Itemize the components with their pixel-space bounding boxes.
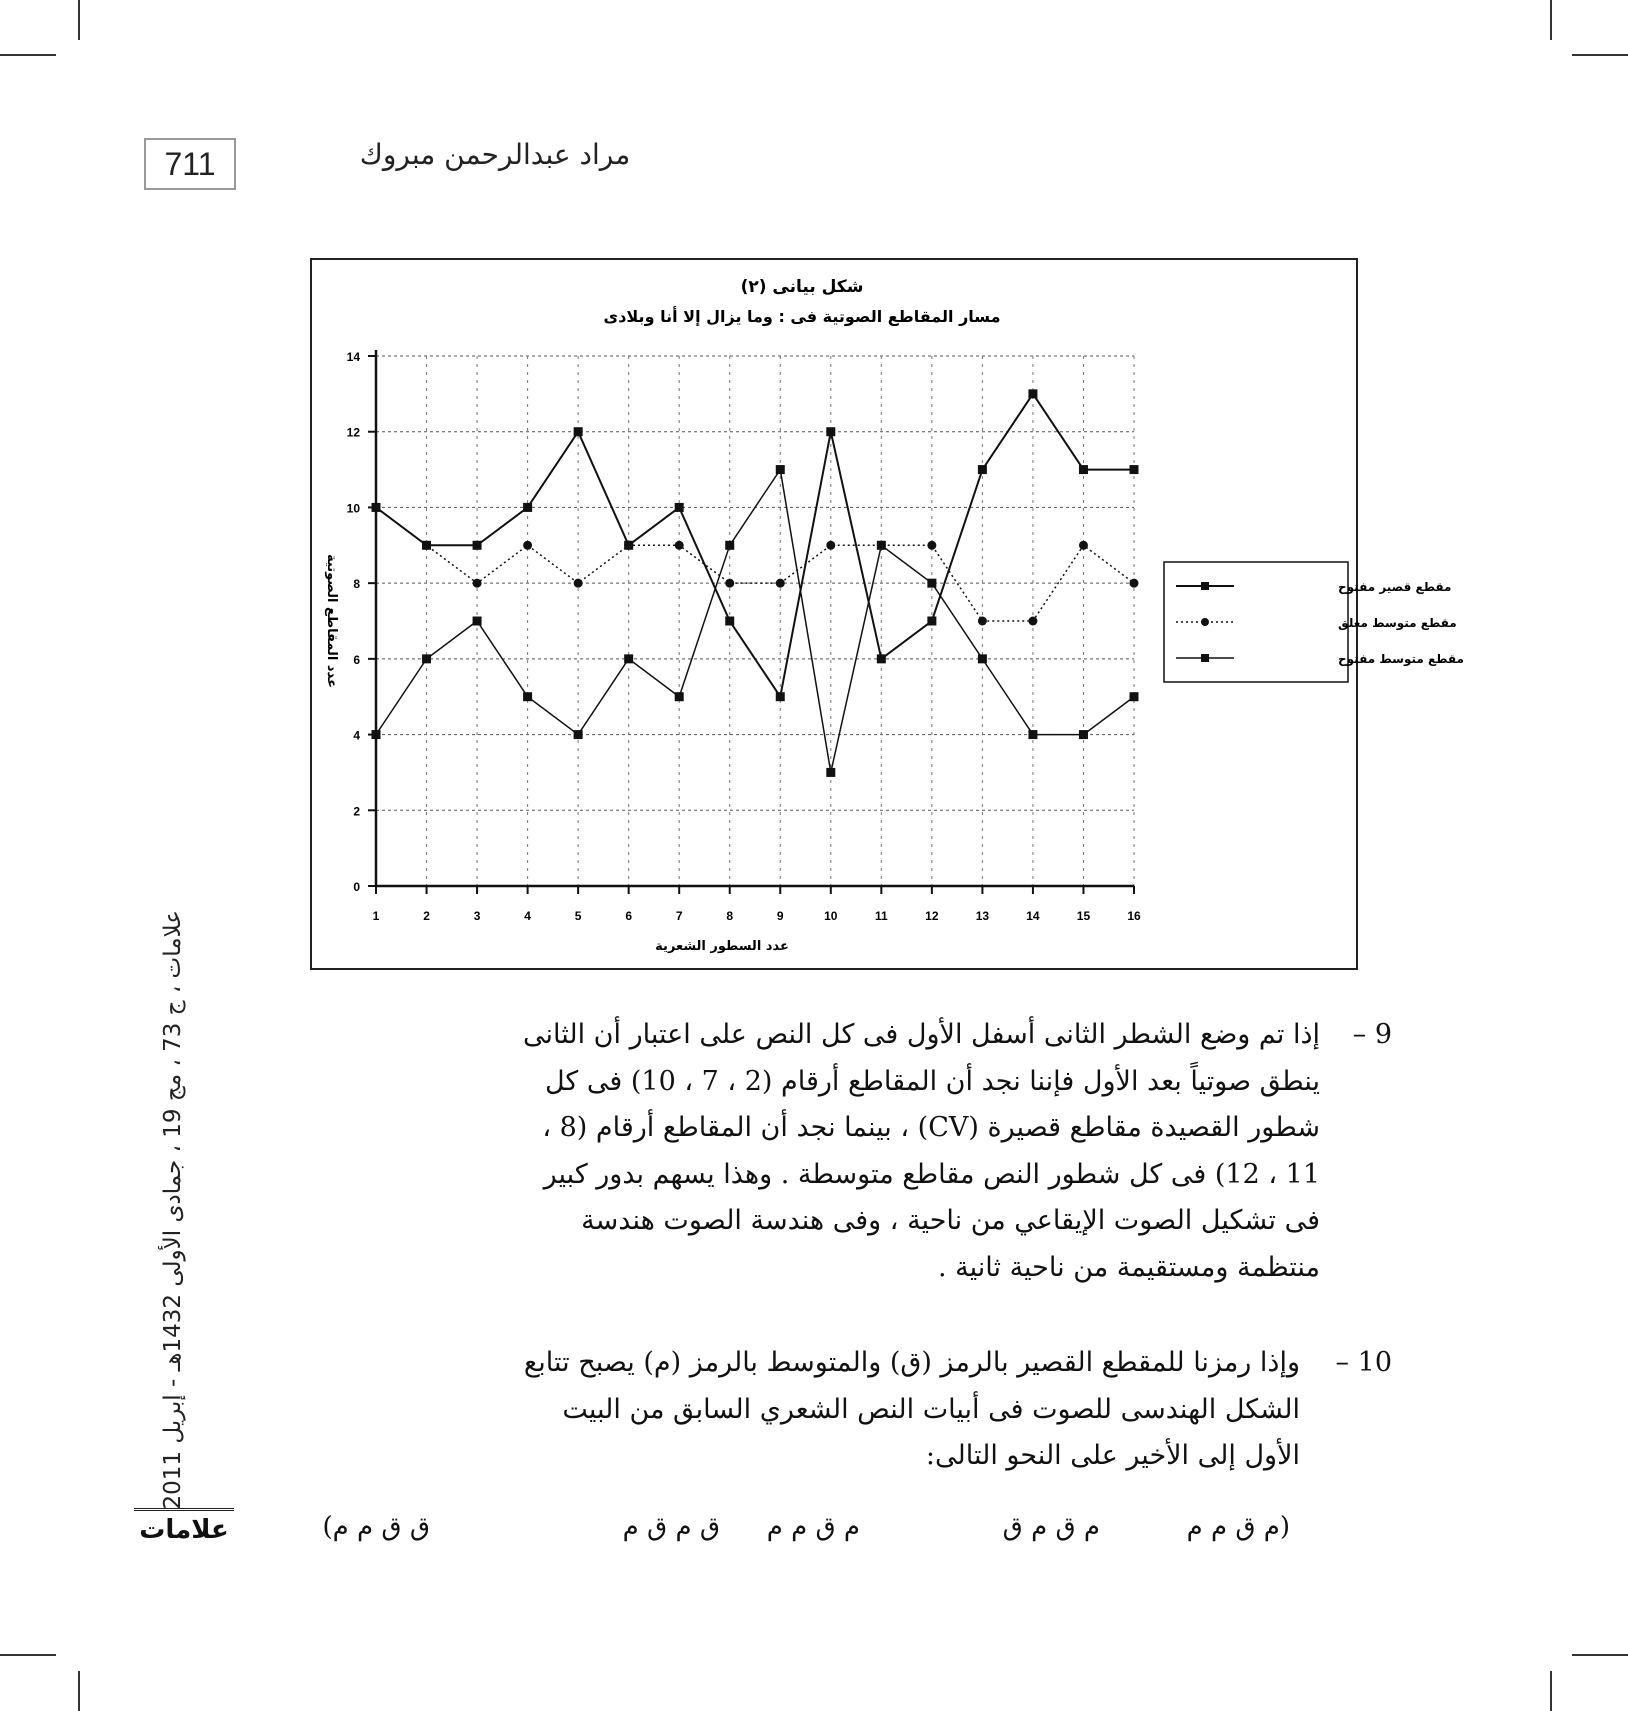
data-point <box>473 579 482 588</box>
x-tick-label: 12 <box>925 909 939 923</box>
y-axis-label: عدد المقاطع الصوتية <box>324 554 339 688</box>
text-line: فى تشكيل الصوت الإيقاعي من ناحية ، وفى هندسة الصوت هندسة <box>581 1205 1320 1236</box>
text-line: منتظمة ومستقيمة من ناحية ثانية . <box>937 1251 1320 1283</box>
y-tick-label: 6 <box>353 652 360 667</box>
data-point <box>877 541 886 550</box>
crop-mark <box>78 1671 80 1711</box>
text-line: الشكل الهندسى للصوت فى أبيات النص الشعري السابق من البيت <box>562 1393 1300 1425</box>
crop-mark <box>1550 1671 1552 1711</box>
y-tick-label: 14 <box>346 350 360 364</box>
data-point <box>1079 465 1088 474</box>
data-point <box>927 541 936 550</box>
y-tick-label: 4 <box>353 728 360 743</box>
sequence-group: ق م ق م <box>622 1512 720 1542</box>
x-tick-label: 4 <box>524 909 531 923</box>
data-point <box>675 541 684 550</box>
crop-mark <box>1550 0 1552 40</box>
data-point <box>372 503 381 512</box>
series-line-3 <box>376 470 1134 773</box>
x-tick-label: 11 <box>874 909 888 923</box>
data-point <box>776 579 785 588</box>
x-tick-label: 1 <box>372 909 380 923</box>
x-tick-label: 3 <box>473 909 481 923</box>
data-point <box>725 541 734 550</box>
data-point <box>927 579 936 588</box>
paragraph-item-10 <box>280 1340 1392 1480</box>
crop-mark <box>1572 54 1628 56</box>
x-axis-label: عدد السطور الشعرية <box>655 939 789 954</box>
data-point <box>422 654 431 663</box>
data-point <box>978 465 987 474</box>
data-point <box>1079 541 1088 550</box>
crop-mark <box>78 0 80 40</box>
chart-subtitle: مسار المقاطع الصوتية فى : وما يزال إلا أنا وبلادى <box>603 307 1001 326</box>
legend-label: مقطع قصير مفتوح <box>1338 580 1452 594</box>
data-point <box>624 541 633 550</box>
y-tick-label: 0 <box>353 880 360 894</box>
line-chart <box>312 260 1464 968</box>
data-point <box>422 541 431 550</box>
data-point <box>1028 617 1037 626</box>
legend-marker <box>1201 618 1209 626</box>
data-point <box>1079 730 1088 739</box>
data-point <box>978 617 987 626</box>
data-point <box>978 654 987 663</box>
crop-mark <box>0 54 56 56</box>
data-point <box>473 617 482 626</box>
legend-marker <box>1201 582 1209 590</box>
item-number: 10 – <box>1335 1347 1392 1378</box>
text-line: شطور القصيدة مقاطع قصيرة (CV) ، بينما نجد أن المقاطع أرقام (8 ، <box>542 1112 1320 1143</box>
data-point <box>826 768 835 777</box>
x-tick-label: 13 <box>975 909 990 923</box>
data-point <box>826 427 835 436</box>
journal-logo: علامات <box>134 1508 234 1545</box>
legend-label: مقطع متوسط مغلق <box>1338 616 1457 630</box>
x-tick-label: 15 <box>1076 909 1091 923</box>
data-point <box>927 617 936 626</box>
x-tick-label: 16 <box>1127 909 1141 923</box>
crop-mark <box>0 1654 56 1656</box>
data-point <box>877 654 886 663</box>
data-point <box>1130 692 1139 701</box>
y-tick-label: 10 <box>346 501 360 516</box>
x-tick-label: 6 <box>625 909 633 923</box>
x-tick-label: 9 <box>776 909 784 923</box>
data-point <box>826 541 835 550</box>
paragraph-item-9 <box>280 1012 1392 1291</box>
page-number: 711 <box>144 138 236 190</box>
text-line: 11 ، 12) فى كل شطور النص مقاطع متوسطة . وهذا يسهم بدور كبير <box>543 1158 1320 1190</box>
data-point <box>523 503 532 512</box>
data-point <box>1130 465 1139 474</box>
author-name: مراد عبدالرحمن مبروك <box>359 138 631 171</box>
item-number: 9 – <box>1352 1019 1392 1050</box>
data-point <box>372 730 381 739</box>
data-point <box>1028 730 1037 739</box>
syllable-sequence <box>310 1512 1290 1552</box>
data-point <box>473 541 482 550</box>
text-line: الأول إلى الأخير على النحو التالى: <box>925 1440 1300 1471</box>
series-line-1 <box>376 394 1134 697</box>
data-point <box>725 617 734 626</box>
chart-title: شكل بيانى (٢) <box>740 277 864 297</box>
data-point <box>574 579 583 588</box>
legend-marker <box>1201 654 1209 662</box>
x-tick-label: 10 <box>824 909 838 923</box>
sequence-group: (م ق م م <box>1186 1512 1290 1542</box>
y-tick-label: 12 <box>346 425 360 440</box>
data-point <box>1130 579 1139 588</box>
sequence-group: م ق م ق <box>1002 1512 1100 1542</box>
x-tick-label: 2 <box>423 909 430 923</box>
data-point <box>725 579 734 588</box>
data-point <box>574 730 583 739</box>
data-point <box>675 503 684 512</box>
text-line: وإذا رمزنا للمقطع القصير بالرمز (ق) والمتوسط بالرمز (م) يصبح تتابع <box>523 1347 1300 1378</box>
y-tick-label: 8 <box>353 577 360 592</box>
text-line: إذا تم وضع الشطر الثانى أسفل الأول فى كل النص على اعتبار أن الثانى <box>522 1019 1320 1050</box>
data-point <box>523 692 532 701</box>
data-point <box>776 692 785 701</box>
data-point <box>776 465 785 474</box>
legend-label: مقطع متوسط مفتوح <box>1338 652 1464 666</box>
data-point <box>675 692 684 701</box>
series-line-2 <box>376 507 1134 621</box>
x-tick-label: 5 <box>574 909 582 923</box>
x-tick-label: 7 <box>675 909 683 923</box>
crop-mark <box>1572 1654 1628 1656</box>
chart-frame <box>310 258 1464 970</box>
data-point <box>523 541 532 550</box>
data-point <box>1028 389 1037 398</box>
sequence-group: ق ق م م) <box>322 1512 430 1542</box>
sequence-group: م ق م م <box>766 1512 860 1542</box>
y-tick-label: 2 <box>353 804 360 819</box>
data-point <box>624 654 633 663</box>
text-line: ينطق صوتياً بعد الأول فإننا نجد أن المقاطع أرقام (2 ، 7 ، 10) فى كل <box>544 1065 1320 1097</box>
journal-info: علامات ، ج 73 ، مج 19 ، جمادى الأولى 1432هـ - إبريل 2011 <box>160 910 186 1510</box>
x-tick-label: 14 <box>1026 909 1040 923</box>
data-point <box>574 427 583 436</box>
x-tick-label: 8 <box>726 909 734 923</box>
